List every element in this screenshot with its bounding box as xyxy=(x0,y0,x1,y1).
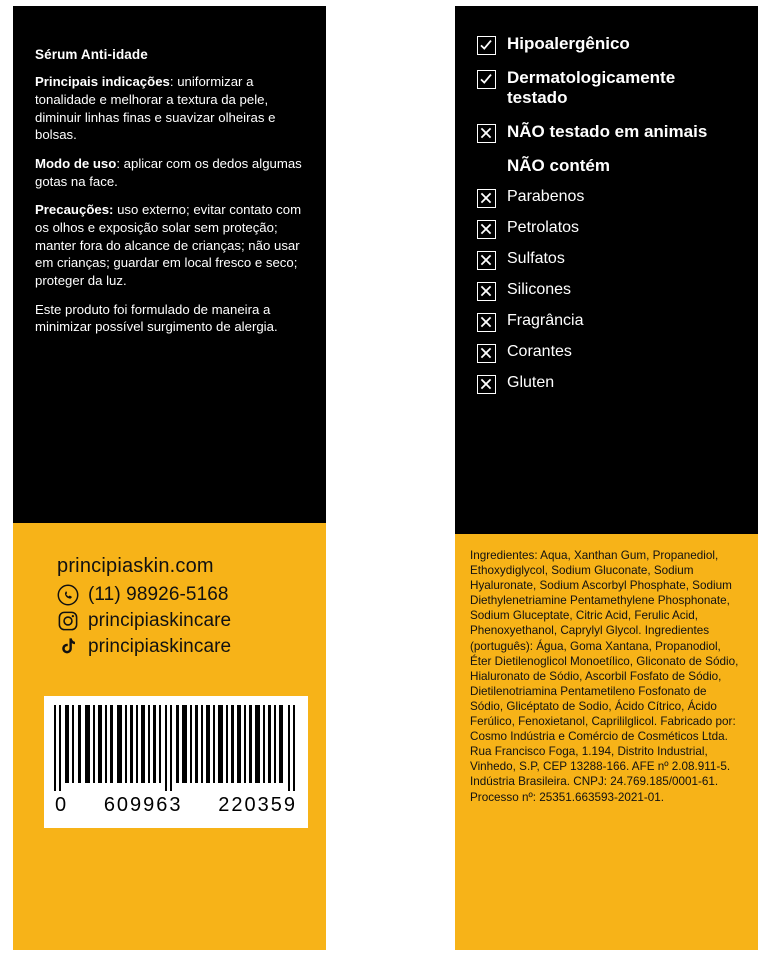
claim-label: NÃO contém xyxy=(507,155,610,175)
claim-item xyxy=(477,122,739,143)
checkmark-icon xyxy=(477,70,496,89)
barcode-digit-left-group: 609963 xyxy=(103,794,183,816)
left-package-panel xyxy=(13,6,326,950)
claim-label: NÃO testado em animais xyxy=(507,121,708,141)
indications-text: : uniformizar a tonalidade e melhorar a textura da pele, diminuir linhas finas e suavizar olheiras e bolsas. xyxy=(35,74,276,143)
claim-item xyxy=(477,218,739,239)
checkmark-icon xyxy=(477,36,496,55)
instagram-icon xyxy=(57,610,79,632)
barcode xyxy=(44,696,308,828)
cross-icon xyxy=(477,313,496,332)
precautions-label: Precauções: xyxy=(35,202,114,218)
claim-label: Sulfatos xyxy=(507,249,565,267)
website-text: principiaskin.com xyxy=(57,555,214,577)
cross-icon xyxy=(477,251,496,270)
whatsapp-number: (11) 98926-5168 xyxy=(88,584,229,605)
claim-spacer xyxy=(477,158,496,177)
claim-item xyxy=(477,373,739,394)
claim-label: Silicones xyxy=(507,280,572,298)
claim-item xyxy=(477,34,739,55)
barcode-digit-right-group: 220359 xyxy=(218,794,297,816)
usage-text: : aplicar com os dedos algumas gotas na face. xyxy=(35,155,302,189)
whatsapp-row xyxy=(57,584,307,606)
allergy-note-paragraph: Este produto foi formulado de maneira a minimizar possível surgimento de alergia. xyxy=(35,301,278,335)
claim-label: Dermatologicamente testado xyxy=(507,68,676,108)
claim-item xyxy=(477,249,739,270)
claim-label: Corantes xyxy=(507,342,572,360)
tiktok-handle: principiaskincare xyxy=(88,636,232,657)
left-black-section xyxy=(13,6,326,523)
claim-item xyxy=(477,187,739,208)
claim-label: Fragrância xyxy=(507,311,584,329)
barcode-digit-prefix: 0 xyxy=(55,794,69,816)
claim-item xyxy=(477,280,739,301)
instagram-handle: principiaskincare xyxy=(88,610,232,631)
precautions-text: uso externo; evitar contato com os olhos e exposição solar sem proteção; manter fora do alcance de crianças; não usar em crianças; guardar em local fresco e seco; proteger da luz. xyxy=(35,202,302,289)
claim-label: Parabenos xyxy=(507,187,585,205)
contact-block xyxy=(57,554,307,662)
cross-icon xyxy=(477,189,496,208)
cross-icon xyxy=(477,375,496,394)
usage-label: Modo de uso xyxy=(35,155,117,171)
barcode-bars xyxy=(52,705,300,791)
product-name: Sérum Anti-idade xyxy=(35,47,148,62)
claim-item xyxy=(477,68,739,109)
product-usage-text-block xyxy=(35,46,307,347)
left-yellow-section xyxy=(13,523,326,950)
right-package-panel xyxy=(455,6,758,950)
claim-item xyxy=(477,156,739,177)
barcode-digits xyxy=(52,794,300,817)
claim-label: Hipoalergênico xyxy=(507,34,630,53)
claim-item xyxy=(477,311,739,332)
cross-icon xyxy=(477,220,496,239)
tiktok-icon xyxy=(57,636,79,658)
ingredients-block xyxy=(470,548,742,805)
claim-label: Gluten xyxy=(507,373,555,391)
claim-label: Petrolatos xyxy=(507,218,580,236)
precautions-paragraph xyxy=(35,201,307,289)
instagram-row xyxy=(57,610,307,632)
ingredients-text: Ingredientes: Aqua, Xanthan Gum, Propanediol, Ethoxydiglycol, Sodium Gluconate, Sodium Hyaluronate, Sodium Ascorbyl Phosphate, Sodium Diethylenetriamine Pentamethylene Phosphonate, Sodium Gluceptate, Citric Acid, Ferulic Acid, Phenoxyethanol, Caprylyl Glycol. Ingredientes (português): Água, Goma Xantana, Propanodiol, Éter Dietilenoglicol Monoetílico, Gliconato de Sódio, Hialuronato de Sódio, Ascorbil Fosfato de Sódio, Dietilenotriamina Pentametileno Fosfonato de Sódio, Glicéptato de Sodio, Ácido Cítrico, Ácido Ferúlico, Fenoxietanol, Caprililglicol. Fabricado por: Cosmo Indústria e Comércio de Cosméticos Ltda. Rua Francisco Foga, 1.194, Distrito Industrial, Vinhedo, S.P, CEP 13288-166. AFE nº 2.08.911-5. Indústria Brasileira. CNPJ: 24.769.185/0001-61. Processo nº: 25351.663593-2021-01. xyxy=(470,549,739,804)
tiktok-row xyxy=(57,636,307,658)
cross-icon xyxy=(477,124,496,143)
right-black-section xyxy=(455,6,758,534)
indications-paragraph xyxy=(35,73,307,144)
cross-icon xyxy=(477,282,496,301)
whatsapp-icon xyxy=(57,584,79,606)
usage-paragraph xyxy=(35,155,307,190)
claim-item xyxy=(477,342,739,363)
right-yellow-section xyxy=(455,534,758,950)
claims-list xyxy=(477,34,739,404)
cross-icon xyxy=(477,344,496,363)
indications-label: Principais indicações xyxy=(35,74,170,90)
